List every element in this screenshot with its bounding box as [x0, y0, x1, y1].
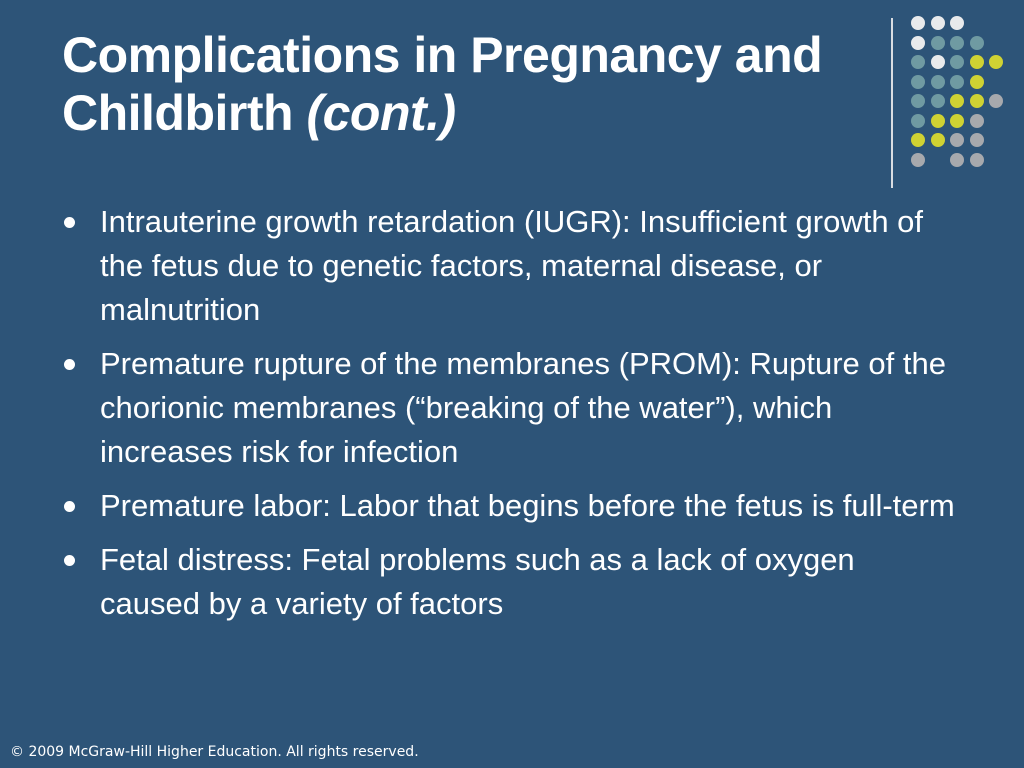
decorative-dot	[950, 55, 964, 69]
bullet-text: Intrauterine growth retardation (IUGR): Insufficient growth of the fetus due to genetic factors, maternal disease, or malnutrition	[100, 204, 924, 327]
decorative-dot	[970, 153, 984, 167]
decorative-dot	[950, 133, 964, 147]
bullet-point-icon	[64, 217, 75, 228]
decorative-dot	[911, 36, 925, 50]
decorative-dot	[950, 75, 964, 89]
bullet-item-iugr	[62, 200, 962, 332]
decorative-dot	[950, 16, 964, 30]
decorative-dot	[989, 55, 1003, 69]
decorative-dot	[931, 114, 945, 128]
decorative-dot	[911, 55, 925, 69]
decorative-dot	[931, 133, 945, 147]
decorative-dot	[950, 114, 964, 128]
decorative-dot	[950, 153, 964, 167]
bullet-item-premature-labor	[62, 484, 962, 528]
bullet-point-icon	[64, 555, 75, 566]
bullet-text: Premature labor: Labor that begins before the fetus is full-term	[100, 488, 955, 523]
bullet-point-icon	[64, 359, 75, 370]
decorative-dot	[970, 114, 984, 128]
slide-title-suffix: (cont.)	[306, 85, 456, 141]
decorative-dot	[970, 55, 984, 69]
decorative-dot	[989, 94, 1003, 108]
decorative-dot	[911, 114, 925, 128]
decorative-dot	[931, 94, 945, 108]
decorative-dot	[950, 36, 964, 50]
bullet-item-fetal-distress	[62, 538, 962, 626]
copyright-footer: © 2009 McGraw-Hill Higher Education. All rights reserved.	[10, 744, 419, 760]
bullet-text: Premature rupture of the membranes (PROM): Rupture of the chorionic membranes (“breaking of the water”), which increases risk for infection	[100, 346, 946, 469]
decorative-dot	[970, 133, 984, 147]
decorative-dot	[970, 94, 984, 108]
decorative-dot	[911, 133, 925, 147]
decorative-dot	[911, 16, 925, 30]
decorative-dot	[931, 16, 945, 30]
bullet-point-icon	[64, 501, 75, 512]
decorative-dot	[931, 75, 945, 89]
slide-title	[62, 26, 862, 142]
bullet-text: Fetal distress: Fetal problems such as a lack of oxygen caused by a variety of factors	[100, 542, 855, 621]
decorative-dot	[911, 75, 925, 89]
decorative-dot	[950, 94, 964, 108]
title-divider	[891, 18, 893, 188]
bullet-list	[62, 200, 962, 636]
decorative-dot	[970, 75, 984, 89]
slide-title-main: Complications in Pregnancy and Childbirth	[62, 27, 823, 141]
decorative-dot	[970, 36, 984, 50]
decorative-dot	[931, 36, 945, 50]
bullet-item-prom	[62, 342, 962, 474]
decorative-dot	[931, 55, 945, 69]
decorative-dot	[911, 153, 925, 167]
decorative-dot	[911, 94, 925, 108]
